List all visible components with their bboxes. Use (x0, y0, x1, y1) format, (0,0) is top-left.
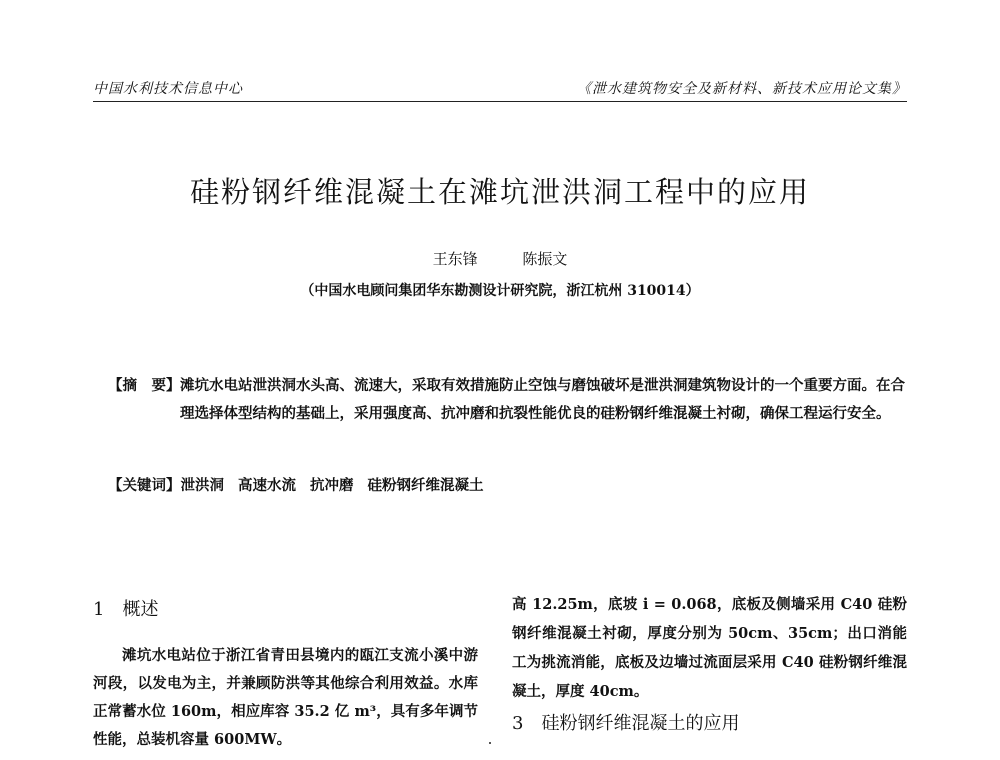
author-list (0, 248, 1000, 269)
right-column (512, 590, 907, 738)
header-rule (93, 101, 907, 102)
affiliation: （中国水电顾问集团华东勘测设计研究院，浙江杭州 310014） (300, 283, 700, 299)
header-right: 《泄水建筑物安全及新材料、新技术应用论文集》 (577, 81, 907, 97)
paper-title: 硅粉钢纤维混凝土在滩坑泄洪洞工程中的应用 (189, 175, 810, 209)
body-paragraph: 高 12.25m，底坡 i = 0.068，底板及侧墙采用 C40 硅粉钢纤维混凝土衬砌，厚度分别为 50cm、35cm；出口消能工为挑流消能，底板及边墙过流面层采用 C40 硅粉钢纤维混凝土，厚度 40cm。 (512, 596, 907, 700)
keyword: 泄洪洞 (180, 477, 224, 494)
keyword: 高速水流 (238, 477, 296, 494)
abstract-block (108, 372, 908, 428)
header-left: 中国水利技术信息中心 (93, 81, 243, 97)
left-column (93, 596, 478, 754)
abstract-label: 【摘 要】 (108, 377, 181, 394)
section-heading: 3 硅粉钢纤维混凝土的应用 (512, 713, 740, 734)
author-name: 王东锋 (432, 250, 478, 268)
scan-speck (489, 742, 491, 744)
section-heading: 1 概述 (93, 599, 159, 620)
abstract-text: 滩坑水电站泄洪洞水头高、流速大，采取有效措施防止空蚀与磨蚀破坏是泄洪洞建筑物设计的一个重要方面。在合理选择体型结构的基础上，采用强度高、抗冲磨和抗裂性能优良的硅粉钢纤维混凝土衬砌，确保工程运行安全。 (180, 377, 905, 422)
keywords-block (108, 474, 908, 495)
author-name: 陈振文 (522, 250, 568, 268)
keywords-label: 【关键词】 (108, 477, 181, 494)
keyword: 硅粉钢纤维混凝土 (367, 477, 484, 494)
running-header (93, 78, 907, 100)
section-paragraph: 滩坑水电站位于浙江省青田县境内的瓯江支流小溪中游河段，以发电为主，并兼顾防洪等其他综合利用效益。水库正常蓄水位 160m，相应库容 35.2 亿 m³，具有多年调节性能，总装机容量 600MW。 (93, 647, 478, 748)
keyword: 抗冲磨 (310, 477, 354, 494)
